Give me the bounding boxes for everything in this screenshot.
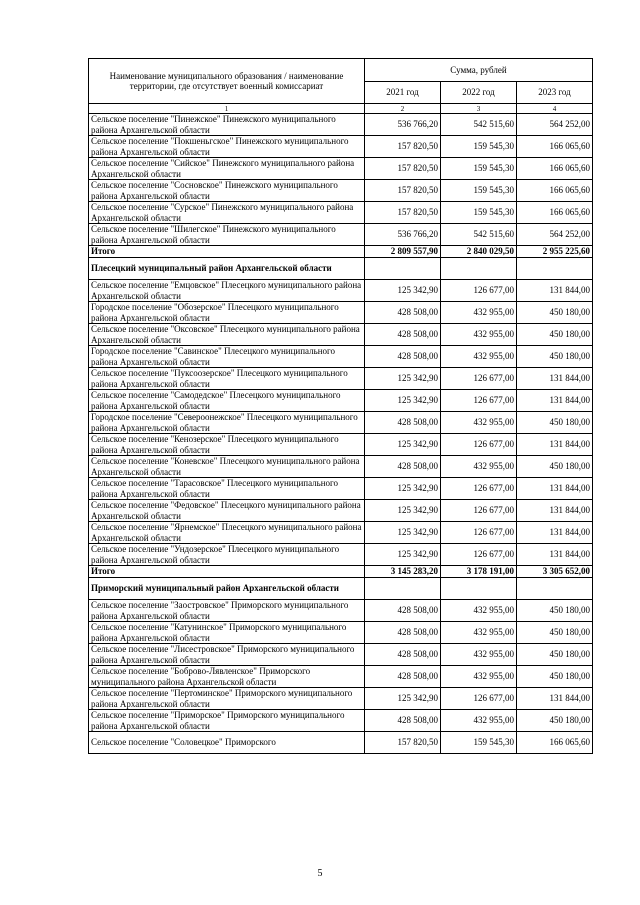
amount-2022: 542 515,60	[441, 114, 517, 136]
amount-2021: 536 766,20	[365, 224, 441, 246]
amount-2023: 450 180,00	[517, 666, 593, 688]
table-row	[89, 114, 593, 136]
amount-2022: 432 955,00	[441, 666, 517, 688]
amount-2021: 157 820,50	[365, 180, 441, 202]
municipality-name: Сельское поселение "Ундозерское" Плесецкого муниципального района Архангельской области	[89, 544, 365, 566]
municipality-name: Сельское поселение "Пинежское" Пинежского муниципального района Архангельской области	[89, 114, 365, 136]
amount-2021	[365, 258, 441, 280]
municipality-name: Сельское поселение "Кенозерское" Плесецкого муниципального района Архангельской области	[89, 434, 365, 456]
amount-2021: 125 342,90	[365, 688, 441, 710]
table-row	[89, 346, 593, 368]
table-row	[89, 180, 593, 202]
amount-2022: 3 178 191,00	[441, 566, 517, 578]
total-row	[89, 566, 593, 578]
amount-2023: 450 180,00	[517, 302, 593, 324]
amount-2022: 432 955,00	[441, 710, 517, 732]
amount-2022: 432 955,00	[441, 644, 517, 666]
amount-2023: 131 844,00	[517, 544, 593, 566]
amount-2023: 564 252,00	[517, 224, 593, 246]
subsidy-table	[88, 58, 593, 754]
amount-2023: 450 180,00	[517, 324, 593, 346]
amount-2021: 125 342,90	[365, 390, 441, 412]
column-header-year-2023: 2023 год	[517, 81, 593, 104]
municipality-name: Сельское поселение "Федовское" Плесецкого муниципального района Архангельской области	[89, 500, 365, 522]
municipality-name: Сельское поселение "Тарасовское" Плесецкого муниципального района Архангельской области	[89, 478, 365, 500]
amount-2022: 159 545,30	[441, 732, 517, 754]
amount-2022: 126 677,00	[441, 522, 517, 544]
municipality-name: Сельское поселение "Шилегское" Пинежского муниципального района Архангельской области	[89, 224, 365, 246]
column-index-row	[89, 104, 593, 114]
table-row	[89, 622, 593, 644]
amount-2023: 166 065,60	[517, 158, 593, 180]
table-row	[89, 434, 593, 456]
column-index: 1	[89, 104, 365, 114]
amount-2021: 157 820,50	[365, 732, 441, 754]
amount-2023: 450 180,00	[517, 412, 593, 434]
table-row	[89, 302, 593, 324]
amount-2021: 428 508,00	[365, 324, 441, 346]
district-heading-row	[89, 258, 593, 280]
amount-2023: 166 065,60	[517, 202, 593, 224]
amount-2022: 432 955,00	[441, 346, 517, 368]
table-row	[89, 544, 593, 566]
table-row	[89, 732, 593, 754]
amount-2022	[441, 578, 517, 600]
table-header-row	[89, 59, 593, 82]
amount-2023: 3 305 652,00	[517, 566, 593, 578]
municipality-name: Сельское поселение "Сурское" Пинежского муниципального района Архангельской области	[89, 202, 365, 224]
table-row	[89, 136, 593, 158]
amount-2023: 131 844,00	[517, 280, 593, 302]
amount-2021: 428 508,00	[365, 710, 441, 732]
amount-2021: 536 766,20	[365, 114, 441, 136]
table-row	[89, 158, 593, 180]
amount-2023: 131 844,00	[517, 434, 593, 456]
amount-2023: 131 844,00	[517, 688, 593, 710]
amount-2021: 428 508,00	[365, 456, 441, 478]
amount-2021: 157 820,50	[365, 136, 441, 158]
amount-2023: 166 065,60	[517, 180, 593, 202]
amount-2021: 125 342,90	[365, 544, 441, 566]
amount-2022: 432 955,00	[441, 456, 517, 478]
amount-2021: 428 508,00	[365, 644, 441, 666]
column-header-name: Наименование муниципального образования / наименование территории, где отсутствует военный комиссариат	[89, 59, 365, 104]
amount-2023: 450 180,00	[517, 600, 593, 622]
municipality-name: Сельское поселение "Соловецкое" Приморского	[89, 732, 365, 754]
table-row	[89, 710, 593, 732]
total-label: Итого	[89, 246, 365, 258]
total-row	[89, 246, 593, 258]
amount-2023: 131 844,00	[517, 390, 593, 412]
amount-2022: 159 545,30	[441, 180, 517, 202]
amount-2022: 126 677,00	[441, 434, 517, 456]
table-row	[89, 600, 593, 622]
amount-2021: 428 508,00	[365, 302, 441, 324]
column-index: 3	[441, 104, 517, 114]
amount-2023: 450 180,00	[517, 644, 593, 666]
amount-2023: 450 180,00	[517, 710, 593, 732]
amount-2022: 159 545,30	[441, 136, 517, 158]
municipality-name: Городское поселение "Обозерское" Плесецкого муниципального района Архангельской области	[89, 302, 365, 324]
amount-2022: 126 677,00	[441, 368, 517, 390]
amount-2023: 131 844,00	[517, 478, 593, 500]
amount-2022: 126 677,00	[441, 688, 517, 710]
district-name: Приморский муниципальный район Архангельской области	[89, 578, 365, 600]
amount-2021: 157 820,50	[365, 202, 441, 224]
amount-2023: 131 844,00	[517, 368, 593, 390]
municipality-name: Сельское поселение "Ярнемское" Плесецкого муниципального района Архангельской области	[89, 522, 365, 544]
amount-2023: 450 180,00	[517, 622, 593, 644]
amount-2022: 126 677,00	[441, 500, 517, 522]
municipality-name: Сельское поселение "Коневское" Плесецкого муниципального района Архангельской области	[89, 456, 365, 478]
amount-2021: 3 145 283,20	[365, 566, 441, 578]
amount-2023: 131 844,00	[517, 522, 593, 544]
amount-2023	[517, 258, 593, 280]
amount-2021: 125 342,90	[365, 368, 441, 390]
municipality-name: Сельское поселение "Самодедское" Плесецкого муниципального района Архангельской области	[89, 390, 365, 412]
municipality-name: Сельское поселение "Катунинское" Приморского муниципального района Архангельской области	[89, 622, 365, 644]
amount-2022: 126 677,00	[441, 390, 517, 412]
amount-2022: 432 955,00	[441, 412, 517, 434]
column-index: 2	[365, 104, 441, 114]
table-row	[89, 412, 593, 434]
amount-2023: 450 180,00	[517, 456, 593, 478]
amount-2022	[441, 258, 517, 280]
amount-2021: 428 508,00	[365, 622, 441, 644]
municipality-name: Сельское поселение "Оксовское" Плесецкого муниципального района Архангельской области	[89, 324, 365, 346]
amount-2022: 2 840 029,50	[441, 246, 517, 258]
amount-2021: 125 342,90	[365, 280, 441, 302]
amount-2021: 157 820,50	[365, 158, 441, 180]
amount-2023: 166 065,60	[517, 136, 593, 158]
amount-2022: 126 677,00	[441, 280, 517, 302]
amount-2023: 450 180,00	[517, 346, 593, 368]
municipality-name: Сельское поселение "Заостровское" Приморского муниципального района Архангельской области	[89, 600, 365, 622]
municipality-name: Сельское поселение "Сосновское" Пинежского муниципального района Архангельской области	[89, 180, 365, 202]
municipality-name: Сельское поселение "Пертоминское" Приморского муниципального района Архангельской области	[89, 688, 365, 710]
amount-2021: 428 508,00	[365, 412, 441, 434]
column-index: 4	[517, 104, 593, 114]
amount-2022: 432 955,00	[441, 600, 517, 622]
table-row	[89, 456, 593, 478]
amount-2023: 2 955 225,60	[517, 246, 593, 258]
column-header-sum: Сумма, рублей	[365, 59, 593, 82]
table-row	[89, 224, 593, 246]
column-header-year-2022: 2022 год	[441, 81, 517, 104]
district-name: Плесецкий муниципальный район Архангельской области	[89, 258, 365, 280]
amount-2021: 125 342,90	[365, 500, 441, 522]
amount-2021: 125 342,90	[365, 434, 441, 456]
table-body	[89, 114, 593, 754]
amount-2023: 564 252,00	[517, 114, 593, 136]
amount-2022: 126 677,00	[441, 544, 517, 566]
amount-2022: 432 955,00	[441, 622, 517, 644]
table-row	[89, 280, 593, 302]
amount-2021: 428 508,00	[365, 666, 441, 688]
amount-2023: 166 065,60	[517, 732, 593, 754]
amount-2022: 432 955,00	[441, 324, 517, 346]
municipality-name: Сельское поселение "Пуксоозерское" Плесецкого муниципального района Архангельской области	[89, 368, 365, 390]
amount-2021	[365, 578, 441, 600]
table-row	[89, 666, 593, 688]
table-row	[89, 644, 593, 666]
amount-2022: 432 955,00	[441, 302, 517, 324]
amount-2021: 2 809 557,90	[365, 246, 441, 258]
table-row	[89, 202, 593, 224]
table-row	[89, 500, 593, 522]
amount-2021: 428 508,00	[365, 346, 441, 368]
amount-2021: 125 342,90	[365, 478, 441, 500]
district-heading-row	[89, 578, 593, 600]
table-row	[89, 522, 593, 544]
amount-2023: 131 844,00	[517, 500, 593, 522]
amount-2021: 125 342,90	[365, 522, 441, 544]
total-label: Итого	[89, 566, 365, 578]
municipality-name: Сельское поселение "Приморское" Приморского муниципального района Архангельской области	[89, 710, 365, 732]
page-number: 5	[317, 868, 323, 879]
table-row	[89, 368, 593, 390]
amount-2022: 542 515,60	[441, 224, 517, 246]
table-row	[89, 324, 593, 346]
municipality-name: Городское поселение "Североонежское" Плесецкого муниципального района Архангельской области	[89, 412, 365, 434]
amount-2022: 159 545,30	[441, 202, 517, 224]
table-row	[89, 390, 593, 412]
municipality-name: Сельское поселение "Емцовское" Плесецкого муниципального района Архангельской области	[89, 280, 365, 302]
municipality-name: Сельское поселение "Боброво-Лявленское" Приморского муниципального района Архангельской области	[89, 666, 365, 688]
amount-2021: 428 508,00	[365, 600, 441, 622]
amount-2023	[517, 578, 593, 600]
municipality-name: Сельское поселение "Лисестровское" Приморского муниципального района Архангельской области	[89, 644, 365, 666]
municipality-name: Сельское поселение "Покшеньгское" Пинежского муниципального района Архангельской области	[89, 136, 365, 158]
table-row	[89, 478, 593, 500]
municipality-name: Городское поселение "Савинское" Плесецкого муниципального района Архангельской области	[89, 346, 365, 368]
amount-2022: 159 545,30	[441, 158, 517, 180]
table-row	[89, 688, 593, 710]
amount-2022: 126 677,00	[441, 478, 517, 500]
column-header-year-2021: 2021 год	[365, 81, 441, 104]
municipality-name: Сельское поселение "Сийское" Пинежского муниципального района Архангельской области	[89, 158, 365, 180]
